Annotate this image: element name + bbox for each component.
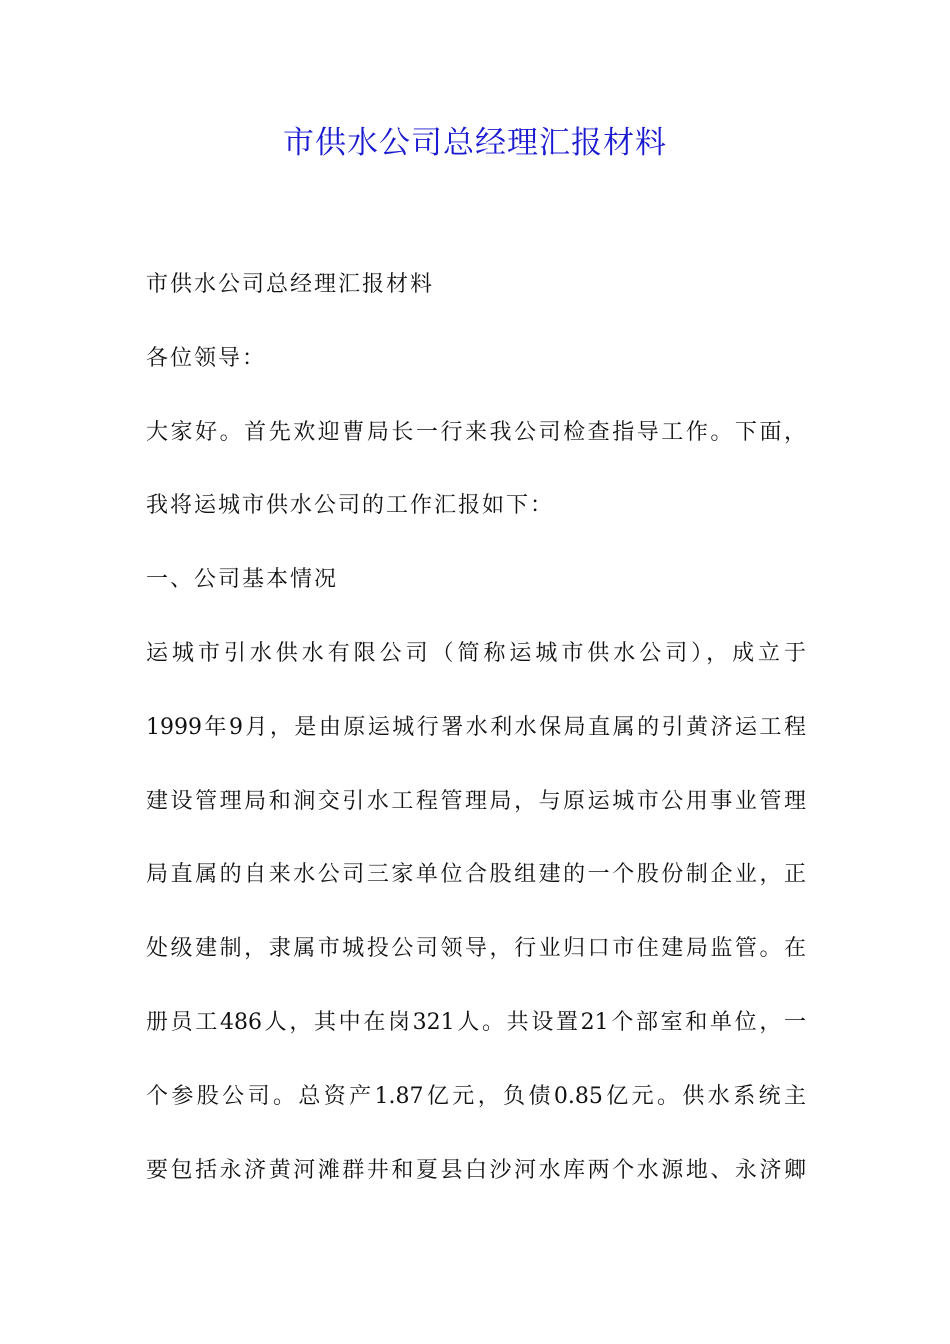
body-line: 我将运城市供水公司的工作汇报如下： — [146, 493, 555, 519]
section-heading: 一、公司基本情况 — [146, 567, 339, 593]
body-line: 1999年9月，是由原运城行署水利水保局直属的引黄济运工程 — [146, 714, 806, 740]
body-line: 要包括永济黄河滩群井和夏县白沙河水库两个水源地、永济卿 — [146, 1157, 806, 1183]
document-body — [146, 266, 806, 1225]
body-line-subtitle: 市供水公司总经理汇报材料 — [146, 272, 435, 297]
body-line: 册员工486人，其中在岗321人。共设置21个部室和单位，一 — [146, 1009, 806, 1035]
body-line: 处级建制，隶属市城投公司领导，行业归口市住建局监管。在 — [146, 936, 806, 962]
body-line: 大家好。首先欢迎曹局长一行来我公司检查指导工作。下面， — [146, 419, 806, 445]
body-line: 运城市引水供水有限公司（简称运城市供水公司），成立于 — [146, 640, 806, 666]
body-line: 个参股公司。总资产1.87亿元，负债0.85亿元。供水系统主 — [146, 1083, 806, 1109]
body-line: 局直属的自来水公司三家单位合股组建的一个股份制企业，正 — [146, 862, 806, 888]
document-title: 市供水公司总经理汇报材料 — [283, 125, 667, 161]
body-line-salutation: 各位领导： — [146, 345, 267, 371]
body-line: 建设管理局和涧交引水工程管理局，与原运城市公用事业管理 — [146, 788, 806, 814]
